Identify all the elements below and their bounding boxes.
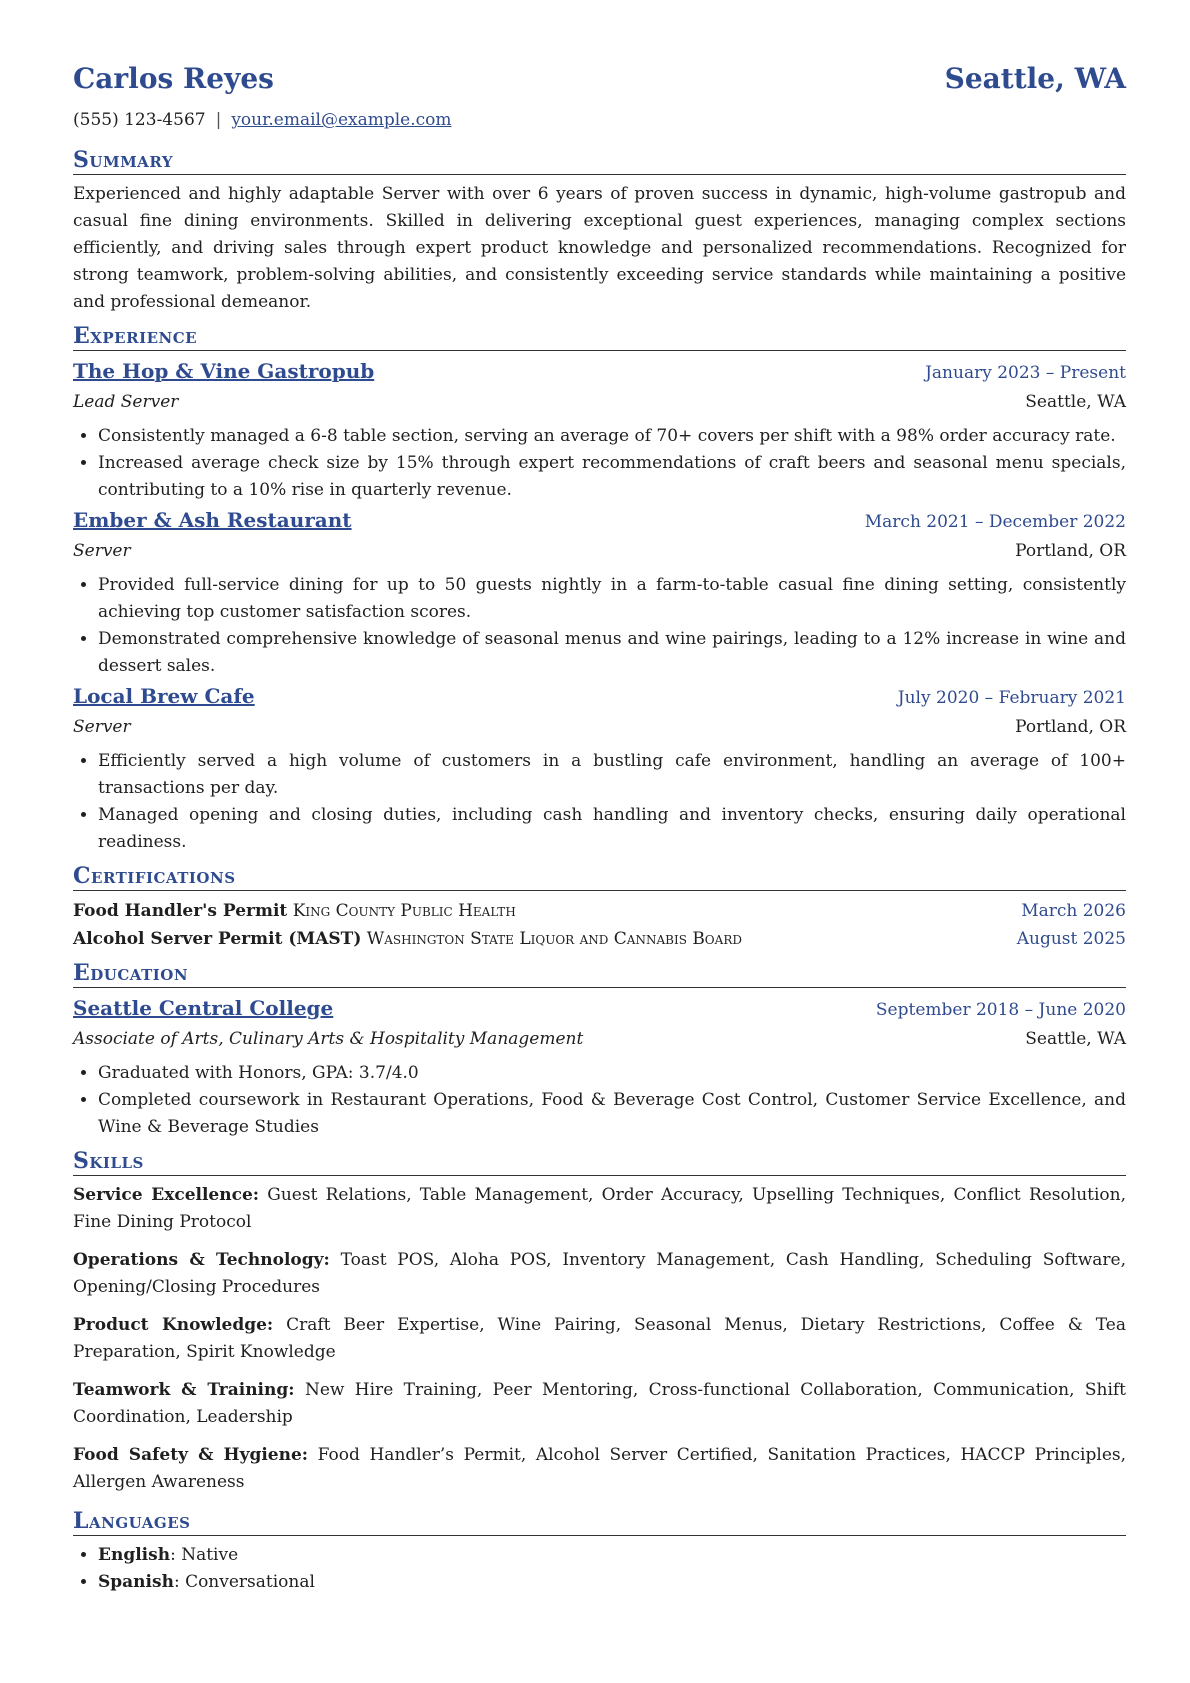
job-location: Portland, OR <box>1015 717 1126 737</box>
school-link[interactable]: Seattle Central College <box>73 996 334 1020</box>
skill-group <box>73 1442 1126 1496</box>
language-name: Spanish <box>98 1572 174 1592</box>
skill-group-text: New Hire Training, Peer Mentoring, Cross-functional Collaboration, Communication, Shift Coordination, Leadership <box>73 1380 1127 1427</box>
achievement-list <box>73 423 1126 504</box>
skill-group-text: Food Handler’s Permit, Alcohol Server Certified, Sanitation Practices, HACCP Principles, Allergen Awareness <box>73 1445 1127 1492</box>
school-location: Seattle, WA <box>1025 1029 1126 1049</box>
employer-link[interactable]: Ember & Ash Restaurant <box>73 508 352 532</box>
education-detail-item: • Graduated with Honors, GPA: 3.7/4.0 <box>98 1060 1126 1087</box>
certification-row <box>73 925 1126 953</box>
skill-group-label: Food Safety & Hygiene: <box>73 1445 309 1465</box>
employer-link[interactable]: The Hop & Vine Gastropub <box>73 359 375 383</box>
job-title: Server <box>73 541 131 561</box>
education-entry <box>73 994 1126 1141</box>
job-title: Server <box>73 717 131 737</box>
language-level: : Conversational <box>173 1572 315 1592</box>
summary-text: Experienced and highly adaptable Server with over 6 years of proven success in dynamic, high-volume gastropub and casual fine dining environments. Skilled in delivering exceptional guest experiences, managing complex sections efficiently, and driving sales through expert product knowledge and personalized recommendations. Recognized for strong teamwork, problem-solving abilities, and consistently exceeding service standards while maintaining a positive and professional demeanor. <box>73 184 1126 312</box>
skill-group <box>73 1182 1126 1236</box>
language-item <box>98 1542 1126 1569</box>
language-name: English <box>98 1545 171 1565</box>
skill-group <box>73 1247 1126 1301</box>
certification-date: August 2025 <box>1016 929 1126 949</box>
languages-list <box>73 1542 1126 1596</box>
achievement-item: • Demonstrated comprehensive knowledge of seasonal menus and wine pairings, leading to a 12% increase in wine and dessert sales. <box>98 626 1126 680</box>
certification-issuer: Washington State Liquor and Cannabis Board <box>366 929 742 949</box>
job-title: Lead Server <box>73 392 179 412</box>
education-dates: September 2018 – June 2020 <box>875 1000 1126 1020</box>
resume-header <box>73 62 1126 108</box>
achievement-item: • Increased average check size by 15% through expert recommendations of craft beers and seasonal menu specials, contributing to a 10% rise in quarterly revenue. <box>98 450 1126 504</box>
education-details-list <box>73 1060 1126 1141</box>
contact-separator: | <box>215 110 222 130</box>
employment-dates: March 2021 – December 2022 <box>864 512 1126 532</box>
skill-group-label: Product Knowledge: <box>73 1315 274 1335</box>
achievement-item: • Consistently managed a 6-8 table section, serving an average of 70+ covers per shift with a 98% order accuracy rate. <box>98 423 1126 450</box>
email-link[interactable]: your.email@example.com <box>231 110 452 130</box>
achievement-item: • Efficiently served a high volume of customers in a bustling cafe environment, handling an average of 100+ transactions per day. <box>98 748 1126 802</box>
certification-issuer: King County Public Health <box>292 901 516 921</box>
degree: Associate of Arts, Culinary Arts & Hospitality Management <box>73 1029 584 1049</box>
skill-group-label: Operations & Technology: <box>73 1250 330 1270</box>
experience-section-title: Experience <box>73 322 1126 351</box>
languages-section-title: Languages <box>73 1507 1126 1536</box>
skill-group <box>73 1312 1126 1366</box>
experience-entry <box>73 357 1126 504</box>
education-detail-item: • Completed coursework in Restaurant Operations, Food & Beverage Cost Control, Customer Service Excellence, and Wine & Beverage Studies <box>98 1087 1126 1141</box>
certification-date: March 2026 <box>1021 901 1126 921</box>
certification-name: Alcohol Server Permit (MAST) <box>73 929 362 949</box>
skill-group-text: Guest Relations, Table Management, Order Accuracy, Upselling Techniques, Conflict Resolution, Fine Dining Protocol <box>73 1185 1127 1232</box>
certifications-section-title: Certifications <box>73 862 1126 891</box>
candidate-name: Carlos Reyes <box>73 62 274 95</box>
achievement-list <box>73 748 1126 856</box>
certification-row <box>73 897 1126 925</box>
employer-link[interactable]: Local Brew Cafe <box>73 684 255 708</box>
resume-page <box>73 62 1126 1596</box>
achievement-item: • Managed opening and closing duties, including cash handling and inventory checks, ensuring daily operational readiness. <box>98 802 1126 856</box>
skill-group-label: Teamwork & Training: <box>73 1380 295 1400</box>
experience-entry <box>73 682 1126 856</box>
achievement-item: • Provided full-service dining for up to 50 guests nightly in a farm-to-table casual fine dining setting, consistently achieving top customer satisfaction scores. <box>98 572 1126 626</box>
skill-group-text: Toast POS, Aloha POS, Inventory Management, Cash Handling, Scheduling Software, Opening/Closing Procedures <box>73 1250 1127 1297</box>
experience-entry <box>73 506 1126 680</box>
employment-dates: July 2020 – February 2021 <box>897 688 1126 708</box>
certification-name: Food Handler's Permit <box>73 901 288 921</box>
candidate-location: Seattle, WA <box>944 62 1126 95</box>
language-level: : Native <box>170 1545 239 1565</box>
skills-section-title: Skills <box>73 1147 1126 1176</box>
skill-group-label: Service Excellence: <box>73 1185 260 1205</box>
phone-number: (555) 123-4567 <box>73 110 206 130</box>
job-location: Seattle, WA <box>1025 392 1126 412</box>
skill-group <box>73 1377 1126 1431</box>
job-location: Portland, OR <box>1015 541 1126 561</box>
language-item <box>98 1569 1126 1596</box>
skill-group-text: Craft Beer Expertise, Wine Pairing, Seasonal Menus, Dietary Restrictions, Coffee & Tea Preparation, Spirit Knowledge <box>73 1315 1126 1362</box>
achievement-list <box>73 572 1126 680</box>
education-section-title: Education <box>73 959 1126 988</box>
contact-line <box>73 110 1126 140</box>
summary-section-title: Summary <box>73 146 1126 175</box>
employment-dates: January 2023 – Present <box>925 363 1126 383</box>
